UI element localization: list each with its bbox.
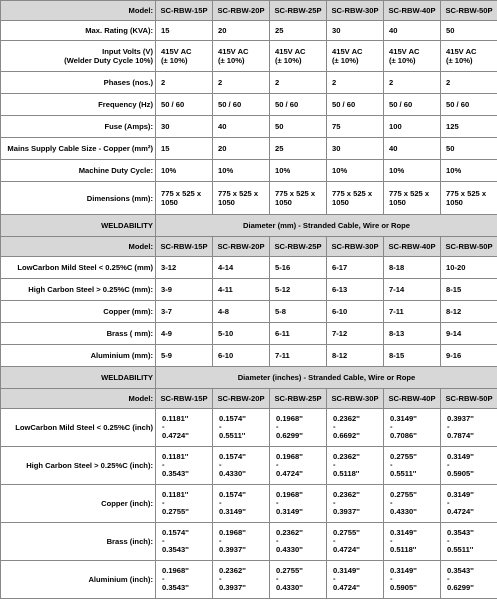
spec-value: 125 <box>441 116 497 138</box>
spec-value: 25 <box>270 21 327 41</box>
weldability-title: Diameter (inches) - Stranded Cable, Wire or Rope <box>156 367 497 389</box>
diameter-range: 0.2755'' - 0.4724'' <box>327 523 384 561</box>
diameter-range: 6-11 <box>270 323 327 345</box>
spec-value: 50 / 60 <box>441 94 497 116</box>
material-label: LowCarbon Mild Steel < 0.25%C (mm) <box>1 257 156 279</box>
diameter-range: 5-9 <box>156 345 213 367</box>
spec-row <box>1 41 497 72</box>
spec-row <box>1 72 497 94</box>
diameter-range: 7-11 <box>270 345 327 367</box>
diameter-range: 0.1181'' - 0.2755'' <box>156 485 213 523</box>
spec-value: 30 <box>327 21 384 41</box>
spec-value: 2 <box>327 72 384 94</box>
model-label: Model: <box>1 237 156 257</box>
spec-value: 10% <box>441 160 497 182</box>
diameter-range: 0.2362'' - 0.6692'' <box>327 409 384 447</box>
model-name: SC-RBW-50P <box>441 237 497 257</box>
spec-value: 20 <box>213 138 270 160</box>
spec-row <box>1 21 497 41</box>
diameter-range: 0.3543'' - 0.6299'' <box>441 561 497 599</box>
weldability-title: Diameter (mm) - Stranded Cable, Wire or Rope <box>156 215 497 237</box>
diameter-range: 6-10 <box>213 345 270 367</box>
spec-value: 415V AC (± 10%) <box>270 41 327 72</box>
diameter-range: 4-14 <box>213 257 270 279</box>
spec-row <box>1 182 497 215</box>
spec-value: 10% <box>327 160 384 182</box>
spec-value: 30 <box>327 138 384 160</box>
spec-value: 2 <box>270 72 327 94</box>
diameter-range: 9-14 <box>441 323 497 345</box>
spec-value: 415V AC (± 10%) <box>213 41 270 72</box>
spec-value: 40 <box>384 138 441 160</box>
model-header-row <box>1 237 497 257</box>
spec-value: 50 / 60 <box>384 94 441 116</box>
spec-value: 10% <box>384 160 441 182</box>
material-label: LowCarbon Mild Steel < 0.25%C (inch) <box>1 409 156 447</box>
model-name: SC-RBW-30P <box>327 237 384 257</box>
diameter-range: 5-8 <box>270 301 327 323</box>
spec-value: 415V AC (± 10%) <box>156 41 213 72</box>
specification-table-body <box>1 1 497 599</box>
diameter-range: 0.2755'' - 0.5511'' <box>384 447 441 485</box>
diameter-range: 0.1574'' - 0.4330'' <box>213 447 270 485</box>
model-name: SC-RBW-15P <box>156 389 213 409</box>
spec-value: 50 <box>441 21 497 41</box>
spec-row <box>1 160 497 182</box>
material-label: High Carbon Steel > 0.25%C (mm): <box>1 279 156 301</box>
model-label: Model: <box>1 389 156 409</box>
diameter-range: 8-18 <box>384 257 441 279</box>
weldability-section-row <box>1 367 497 389</box>
weldability-mm-row <box>1 257 497 279</box>
model-name: SC-RBW-20P <box>213 389 270 409</box>
model-name: SC-RBW-40P <box>384 1 441 21</box>
weldability-mm-row <box>1 323 497 345</box>
diameter-range: 6-13 <box>327 279 384 301</box>
spec-label: Frequency (Hz) <box>1 94 156 116</box>
diameter-range: 5-16 <box>270 257 327 279</box>
weldability-inch-row <box>1 447 497 485</box>
spec-label: Fuse (Amps): <box>1 116 156 138</box>
spec-label: Mains Supply Cable Size - Copper (mm²) <box>1 138 156 160</box>
spec-value: 50 / 60 <box>156 94 213 116</box>
diameter-range: 10-20 <box>441 257 497 279</box>
weldability-label: WELDABILITY <box>1 215 156 237</box>
diameter-range: 5-12 <box>270 279 327 301</box>
spec-value: 50 / 60 <box>270 94 327 116</box>
spec-value: 2 <box>384 72 441 94</box>
diameter-range: 0.3937'' - 0.7874'' <box>441 409 497 447</box>
material-label: High Carbon Steel > 0.25%C (inch): <box>1 447 156 485</box>
model-name: SC-RBW-25P <box>270 1 327 21</box>
model-name: SC-RBW-30P <box>327 389 384 409</box>
model-name: SC-RBW-25P <box>270 389 327 409</box>
spec-value: 100 <box>384 116 441 138</box>
spec-row <box>1 94 497 116</box>
diameter-range: 0.3149'' - 0.4724'' <box>327 561 384 599</box>
spec-value: 10% <box>213 160 270 182</box>
diameter-range: 0.3149'' - 0.7086'' <box>384 409 441 447</box>
diameter-range: 7-12 <box>327 323 384 345</box>
material-label: Copper (mm): <box>1 301 156 323</box>
spec-value: 75 <box>327 116 384 138</box>
spec-label: Input Volts (V) (Welder Duty Cycle 10%) <box>1 41 156 72</box>
spec-value: 10% <box>156 160 213 182</box>
model-label: Model: <box>1 1 156 21</box>
diameter-range: 8-12 <box>327 345 384 367</box>
diameter-range: 0.3149'' - 0.5118'' <box>384 523 441 561</box>
weldability-inch-row <box>1 485 497 523</box>
material-label: Brass (inch): <box>1 523 156 561</box>
diameter-range: 0.1968'' - 0.3149'' <box>270 485 327 523</box>
diameter-range: 0.1968'' - 0.3937'' <box>213 523 270 561</box>
spec-value: 20 <box>213 21 270 41</box>
spec-value: 40 <box>213 116 270 138</box>
diameter-range: 0.2362'' - 0.3937'' <box>213 561 270 599</box>
diameter-range: 0.1181'' - 0.4724'' <box>156 409 213 447</box>
spec-value: 50 <box>270 116 327 138</box>
diameter-range: 0.2755'' - 0.4330'' <box>384 485 441 523</box>
spec-value: 10% <box>270 160 327 182</box>
diameter-range: 3-12 <box>156 257 213 279</box>
diameter-range: 0.2362'' - 0.3937'' <box>327 485 384 523</box>
spec-value: 775 x 525 x 1050 <box>213 182 270 215</box>
material-label: Copper (inch): <box>1 485 156 523</box>
material-label: Aluminium (inch): <box>1 561 156 599</box>
spec-value: 50 <box>441 138 497 160</box>
diameter-range: 0.1181'' - 0.3543'' <box>156 447 213 485</box>
diameter-range: 5-10 <box>213 323 270 345</box>
diameter-range: 4-8 <box>213 301 270 323</box>
spec-value: 775 x 525 x 1050 <box>441 182 497 215</box>
spec-value: 2 <box>156 72 213 94</box>
spec-value: 775 x 525 x 1050 <box>327 182 384 215</box>
weldability-inch-row <box>1 409 497 447</box>
diameter-range: 3-9 <box>156 279 213 301</box>
diameter-range: 8-12 <box>441 301 497 323</box>
spec-value: 775 x 525 x 1050 <box>384 182 441 215</box>
model-name: SC-RBW-25P <box>270 237 327 257</box>
diameter-range: 0.1574'' - 0.3543'' <box>156 523 213 561</box>
diameter-range: 0.2362'' - 0.5118'' <box>327 447 384 485</box>
diameter-range: 7-11 <box>384 301 441 323</box>
spec-value: 415V AC (± 10%) <box>384 41 441 72</box>
spec-label: Dimensions (mm): <box>1 182 156 215</box>
diameter-range: 0.1574'' - 0.3149'' <box>213 485 270 523</box>
model-name: SC-RBW-50P <box>441 389 497 409</box>
model-name: SC-RBW-15P <box>156 1 213 21</box>
spec-value: 775 x 525 x 1050 <box>156 182 213 215</box>
spec-value: 415V AC (± 10%) <box>327 41 384 72</box>
weldability-section-row <box>1 215 497 237</box>
diameter-range: 4-9 <box>156 323 213 345</box>
diameter-range: 0.1968'' - 0.6299'' <box>270 409 327 447</box>
diameter-range: 4-11 <box>213 279 270 301</box>
diameter-range: 0.3149'' - 0.5905'' <box>441 447 497 485</box>
diameter-range: 0.1968'' - 0.3543'' <box>156 561 213 599</box>
spec-value: 415V AC (± 10%) <box>441 41 497 72</box>
model-name: SC-RBW-20P <box>213 1 270 21</box>
spec-label: Max. Rating (KVA): <box>1 21 156 41</box>
model-name: SC-RBW-40P <box>384 237 441 257</box>
diameter-range: 0.3149'' - 0.4724'' <box>441 485 497 523</box>
weldability-mm-row <box>1 301 497 323</box>
spec-value: 775 x 525 x 1050 <box>270 182 327 215</box>
diameter-range: 0.2755'' - 0.4330'' <box>270 561 327 599</box>
spec-value: 50 / 60 <box>327 94 384 116</box>
diameter-range: 0.2362'' - 0.4330'' <box>270 523 327 561</box>
spec-value: 2 <box>213 72 270 94</box>
diameter-range: 0.3149'' - 0.5905'' <box>384 561 441 599</box>
diameter-range: 8-13 <box>384 323 441 345</box>
model-header-row <box>1 389 497 409</box>
weldability-inch-row <box>1 561 497 599</box>
spec-value: 2 <box>441 72 497 94</box>
spec-value: 15 <box>156 21 213 41</box>
diameter-range: 8-15 <box>384 345 441 367</box>
diameter-range: 6-17 <box>327 257 384 279</box>
model-name: SC-RBW-20P <box>213 237 270 257</box>
spec-row <box>1 116 497 138</box>
diameter-range: 3-7 <box>156 301 213 323</box>
weldability-inch-row <box>1 523 497 561</box>
model-name: SC-RBW-30P <box>327 1 384 21</box>
spec-row <box>1 138 497 160</box>
model-name: SC-RBW-50P <box>441 1 497 21</box>
diameter-range: 0.1574'' - 0.5511'' <box>213 409 270 447</box>
material-label: Aluminium (mm): <box>1 345 156 367</box>
weldability-mm-row <box>1 279 497 301</box>
spec-value: 50 / 60 <box>213 94 270 116</box>
diameter-range: 9-16 <box>441 345 497 367</box>
diameter-range: 6-10 <box>327 301 384 323</box>
material-label: Brass ( mm): <box>1 323 156 345</box>
spec-label: Phases (nos.) <box>1 72 156 94</box>
weldability-label: WELDABILITY <box>1 367 156 389</box>
diameter-range: 8-15 <box>441 279 497 301</box>
weldability-mm-row <box>1 345 497 367</box>
spec-value: 40 <box>384 21 441 41</box>
spec-label: Machine Duty Cycle: <box>1 160 156 182</box>
model-header-row <box>1 1 497 21</box>
spec-value: 30 <box>156 116 213 138</box>
spec-value: 25 <box>270 138 327 160</box>
model-name: SC-RBW-15P <box>156 237 213 257</box>
diameter-range: 7-14 <box>384 279 441 301</box>
spec-value: 15 <box>156 138 213 160</box>
model-name: SC-RBW-40P <box>384 389 441 409</box>
diameter-range: 0.3543'' - 0.5511'' <box>441 523 497 561</box>
diameter-range: 0.1968'' - 0.4724'' <box>270 447 327 485</box>
